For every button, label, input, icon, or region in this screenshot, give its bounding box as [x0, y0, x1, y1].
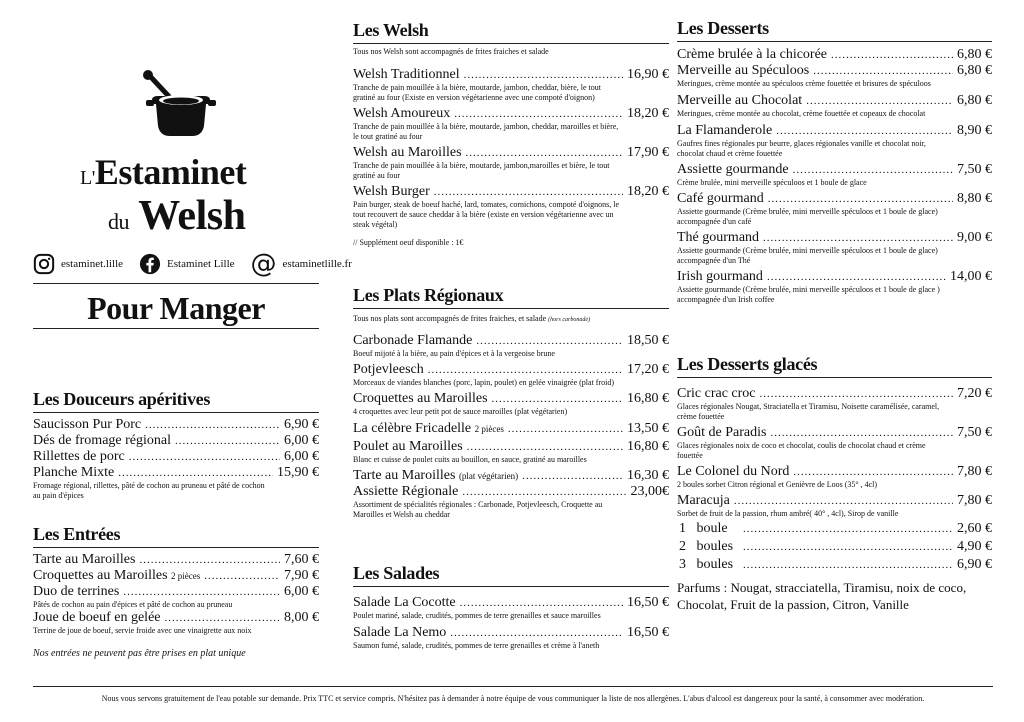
menu-item: La Flamanderole ..... 8,90 € Gaufres fines régionales pur beurre, glaces régionales vanille et chocolat noir, chocolat chaud et crème fouettée: [677, 123, 992, 159]
dot-leader: [139, 552, 280, 568]
welsh-subtitle: Tous nos Welsh sont accompagnés de frites fraiches et salade: [353, 47, 549, 56]
menu-item: Tarte au Maroilles (plat végétarien) ..... 16,30 €: [353, 468, 669, 484]
item-description: Tranche de pain mouillée à la bière, moutarde, jambon,maroilles et bière, le tout gratiné au four: [353, 161, 610, 180]
menu-item: Welsh au Maroilles ..... 17,90 € Tranche de pain mouillée à la bière, moutarde, jambon,maroilles et bière, le tout gratiné au four: [353, 145, 669, 181]
menu-item: Joue de boeuf en gelée ..... 8,00 € Terrine de joue de boeuf, servie froide avec une vinaigrette aux noix: [33, 610, 319, 636]
item-description: Pâtés de cochon au pain d'épices et pâté de cochon au pruneau: [33, 600, 233, 609]
facebook-icon: [139, 253, 161, 275]
menu-item: 2 boules ..... 4,90 €: [677, 539, 992, 555]
welsh-note: // Supplément oeuf disponible : 1€: [353, 238, 464, 247]
menu-item: Cric crac croc ..... 7,20 € Glaces régionales Nougat, Straciatella et Tiramisu, Noisette caramélisée, caramel, crème fouettée: [677, 386, 992, 422]
item-description: Morceaux de viandes blanches (porc, lapin, poulet) en gelée vinaigrée (plat froid): [353, 378, 615, 387]
dot-leader: [734, 493, 953, 509]
item-description: Assiette gourmande (Crème brulée, mini merveille spéculoos et 1 boule de glace ) accompagnée d'un Irish coffee: [677, 285, 940, 304]
item-description: Gaufres fines régionales pur beurre, glaces régionales vanille et chocolat noir, chocolat chaud et crème fouettée: [677, 139, 926, 158]
item-description: Glaces régionales Nougat, Straciatella et Tiramisu, Noisette caramélisée, caramel, crème fouettée: [677, 402, 940, 421]
item-description: Meringues, crème montée au chocolat, crème fouettée et copeaux de chocolat: [677, 109, 926, 118]
brand-prefix2: du: [108, 209, 129, 234]
menu-item: Welsh Traditionnel ..... 16,90 € Tranche de pain mouillée à la bière, moutarde, jambon, cheddar, bière, le tout gratiné au four (Existe en version végétarienne avec une compoté d'oignon): [353, 67, 669, 103]
menu-item: Tarte au Maroilles ..... 7,60 €: [33, 552, 319, 568]
item-description: Assiette gourmande (Crème brulée, mini merveille spéculoos et 1 boule de glace) accompagnée d'un café: [677, 207, 938, 226]
pour-manger-heading: Pour Manger: [33, 283, 319, 329]
dot-leader: [434, 184, 623, 200]
menu-item: Croquettes au Maroilles ..... 16,80 € 4 croquettes avec leur petit pot de sauce maroilles (plat végétarien): [353, 391, 669, 417]
instagram-icon: [33, 253, 55, 275]
dot-leader: [776, 123, 953, 139]
footer-disclaimer: Nous vous servons gratuitement de l'eau potable sur demande. Prix TTC et service compris. N'hésitez pas à demander à notre équipe de vous communiquer la liste de nos allergènes. L'abus d'alcool est dangereux pour la santé, à consommer avec modération.: [33, 686, 993, 703]
menu-item: Welsh Burger ..... 18,20 € Pain burger, steak de boeuf haché, lard, tomates, cornichons, compoté d'oignons, le tout recouvert de sauce cheddar à la bière (existe en version végétarienne avec un steak végétal): [353, 184, 669, 230]
dot-leader: [793, 464, 953, 480]
dot-leader: [743, 521, 953, 537]
menu-item: Planche Mixte ..... 15,90 € Fromage régional, rillettes, pâté de cochon au pruneau et pâté de cochon au pain d'épices: [33, 465, 319, 501]
dot-leader: [464, 67, 623, 83]
dot-leader: [770, 425, 953, 441]
menu-item: Salade La Cocotte ..... 16,50 € Poulet mariné, salade, crudités, pommes de terre grenailles et sauce maroilles: [353, 595, 669, 621]
dot-leader: [767, 269, 946, 285]
dot-leader: [522, 468, 623, 484]
menu-item: 1 boule ..... 2,60 €: [677, 521, 992, 537]
at-icon: @: [250, 249, 277, 279]
brand-prefix: L': [80, 167, 95, 189]
menu-item: Poulet au Maroilles ..... 16,80 € Blanc et cuisse de poulet cuits au bouillon, en sauce, gratiné au maroilles: [353, 439, 669, 465]
menu-item: Croquettes au Maroilles 2 pièces ..... 7,90 €: [33, 568, 319, 584]
dot-leader: [476, 333, 623, 349]
menu-item: Assiette gourmande ..... 7,50 € Crème brulée, mini merveille spéculoos et 1 boule de glace: [677, 162, 992, 188]
item-description: Crème brulée, mini merveille spéculoos et 1 boule de glace: [677, 178, 867, 187]
menu-item: Crème brulée à la chicorée ..... 6,80 €: [677, 47, 992, 63]
dot-leader: [123, 584, 280, 600]
dot-leader: [467, 439, 623, 455]
menu-item: 3 boules ..... 6,90 €: [677, 557, 992, 573]
dot-leader: [743, 557, 953, 573]
menu-item: Dés de fromage régional ..... 6,00 €: [33, 433, 319, 449]
brand-name-line2: Welsh: [138, 193, 246, 239]
menu-item: Duo de terrines ..... 6,00 € Pâtés de cochon au pain d'épices et pâté de cochon au pruneau: [33, 584, 319, 610]
menu-item: Carbonade Flamande ..... 18,50 € Boeuf mijoté à la bière, au pain d'épices et à la vergeoise brune: [353, 333, 669, 359]
menu-item: Thé gourmand ..... 9,00 € Assiette gourmande (Crème brulée, mini merveille spéculoos et 1 boule de glace) accompagnée d'un Thé: [677, 230, 992, 266]
item-description: Boeuf mijoté à la bière, au pain d'épices et à la vergeoise brune: [353, 349, 555, 358]
menu-item: Goût de Paradis ..... 7,50 € Glaces régionales noix de coco et chocolat, coulis de chocolat chaud et crème fouettée: [677, 425, 992, 461]
desserts-title: Les Desserts: [677, 18, 992, 42]
menu-item: Café gourmand ..... 8,80 € Assiette gourmande (Crème brulée, mini merveille spéculoos et 1 boule de glace) accompagnée d'un café: [677, 191, 992, 227]
item-description: Assiette gourmande (Crème brulée, mini merveille spéculoos et 1 boule de glace) accompagnée d'un Thé: [677, 246, 938, 265]
dot-leader: [743, 539, 953, 555]
plats-subtitle: Tous nos plats sont accompagnés de frites fraiches, et salade (hors carbonade): [353, 314, 590, 323]
dot-leader: [204, 568, 280, 584]
item-description: Saumon fumé, salade, crudités, pommes de terre grenailles et crème à l'aneth: [353, 641, 600, 650]
dot-leader: [428, 362, 623, 378]
dot-leader: [129, 449, 280, 465]
dot-leader: [118, 465, 273, 481]
menu-item: Irish gourmand ..... 14,00 € Assiette gourmande (Crème brulée, mini merveille spéculoos et 1 boule de glace ) accompagnée d'un Irish coffee: [677, 269, 992, 305]
dot-leader: [450, 625, 623, 641]
item-description: 2 boules sorbet Citron régional et Genièvre de Loos (35° , 4cl): [677, 480, 878, 489]
item-description: 4 croquettes avec leur petit pot de sauce maroilles (plat végétarien): [353, 407, 568, 416]
item-description: Pain burger, steak de boeuf haché, lard, tomates, cornichons, compoté d'oignons, le tout recouvert de sauce cheddar à la bière (existe en version végétarienne avec un steak végétal): [353, 200, 620, 229]
item-description: Glaces régionales noix de coco et chocolat, coulis de chocolat chaud et crème fouettée: [677, 441, 926, 460]
dot-leader: [763, 230, 953, 246]
menu-item: Potjevleesch ..... 17,20 € Morceaux de viandes blanches (porc, lapin, poulet) en gelée vinaigrée (plat froid): [353, 362, 669, 388]
dot-leader: [145, 417, 280, 433]
instagram-handle: estaminet.lille: [61, 258, 124, 270]
menu-item: La célèbre Fricadelle 2 pièces ..... 13,50 €: [353, 421, 669, 437]
menu-item: Merveille au Chocolat ..... 6,80 € Meringues, crème montée au chocolat, crème fouettée et copeaux de chocolat: [677, 93, 992, 119]
dot-leader: [831, 47, 953, 63]
dot-leader: [760, 386, 954, 402]
menu-item: Merveille au Spéculoos ..... 6,80 € Meringues, crème montée au spéculoos crème fouettée et brisures de spéculoos: [677, 63, 992, 89]
item-description: Meringues, crème montée au spéculoos crème fouettée et brisures de spéculoos: [677, 79, 931, 88]
salades-title: Les Salades: [353, 563, 669, 587]
item-description: Tranche de pain mouillée à la bière, moutarde, jambon, cheddar, maroilles et bière, le tout gratiné au four: [353, 122, 619, 141]
menu-item: Maracuja ..... 7,80 € Sorbet de fruit de la passion, rhum ambré( 40° , 4cl), Sirop de vanille: [677, 493, 992, 519]
menu-item: Salade La Nemo ..... 16,50 € Saumon fumé, salade, crudités, pommes de terre grenailles et crème à l'aneth: [353, 625, 669, 651]
entrees-title: Les Entrées: [33, 524, 319, 548]
item-description: Tranche de pain mouillée à la bière, moutarde, jambon, cheddar, bière, le tout gratiné au four (Existe en version végétarienne avec une compoté d'oignon): [353, 83, 601, 102]
menu-item: Welsh Amoureux ..... 18,20 € Tranche de pain mouillée à la bière, moutarde, jambon, cheddar, maroilles et bière, le tout gratiné au four: [353, 106, 669, 142]
parfums-text: Parfums : Nougat, stracciatella, Tiramisu, noix de coco, Chocolat, Fruit de la passion, Citron, Vanille: [677, 580, 967, 612]
dot-leader: [175, 433, 280, 449]
dot-leader: [460, 595, 623, 611]
item-description: Sorbet de fruit de la passion, rhum ambré( 40° , 4cl), Sirop de vanille: [677, 509, 899, 518]
facebook-handle: Estaminet Lille: [167, 258, 235, 270]
douceurs-title: Les Douceurs apéritives: [33, 389, 319, 413]
dot-leader: [508, 421, 623, 437]
logo: [80, 70, 290, 250]
dot-leader: [454, 106, 623, 122]
welsh-title: Les Welsh: [353, 20, 669, 44]
brand-name-line1: Estaminet: [94, 152, 247, 192]
pot-icon: [142, 70, 222, 140]
website: estaminetlille.fr: [282, 258, 352, 270]
menu-item: Saucisson Pur Porc ..... 6,90 €: [33, 417, 319, 433]
plats-title: Les Plats Régionaux: [353, 285, 669, 309]
item-description: Terrine de joue de boeuf, servie froide avec une vinaigrette aux noix: [33, 626, 252, 635]
menu-item: Rillettes de porc ..... 6,00 €: [33, 449, 319, 465]
dot-leader: [492, 391, 623, 407]
menu-item: Assiette Régionale ..... 23,00€ Assortiment de spécialités régionales : Carbonade, Potjevleesch, Croquette au Maroilles et Welsh au cheddar: [353, 484, 669, 520]
dot-leader: [768, 191, 953, 207]
social-links: [33, 248, 373, 280]
dot-leader: [466, 145, 623, 161]
dot-leader: [793, 162, 953, 178]
entrees-note: Nos entrées ne peuvent pas être prises en plat unique: [33, 648, 246, 659]
item-description: Blanc et cuisse de poulet cuits au bouillon, en sauce, gratiné au maroilles: [353, 455, 587, 464]
glaces-title: Les Desserts glacés: [677, 354, 992, 378]
dot-leader: [813, 63, 953, 79]
dot-leader: [806, 93, 953, 109]
douceurs-list: [33, 417, 319, 501]
item-description: Assortiment de spécialités régionales : Carbonade, Potjevleesch, Croquette au Maroilles et Welsh au cheddar: [353, 500, 603, 519]
dot-leader: [165, 610, 281, 626]
dot-leader: [462, 484, 626, 500]
menu-item: Le Colonel du Nord ..... 7,80 € 2 boules sorbet Citron régional et Genièvre de Loos (35° , 4cl): [677, 464, 992, 490]
item-description: Poulet mariné, salade, crudités, pommes de terre grenailles et sauce maroilles: [353, 611, 601, 620]
item-description: Fromage régional, rillettes, pâté de cochon au pruneau et pâté de cochon au pain d'épices: [33, 481, 265, 500]
